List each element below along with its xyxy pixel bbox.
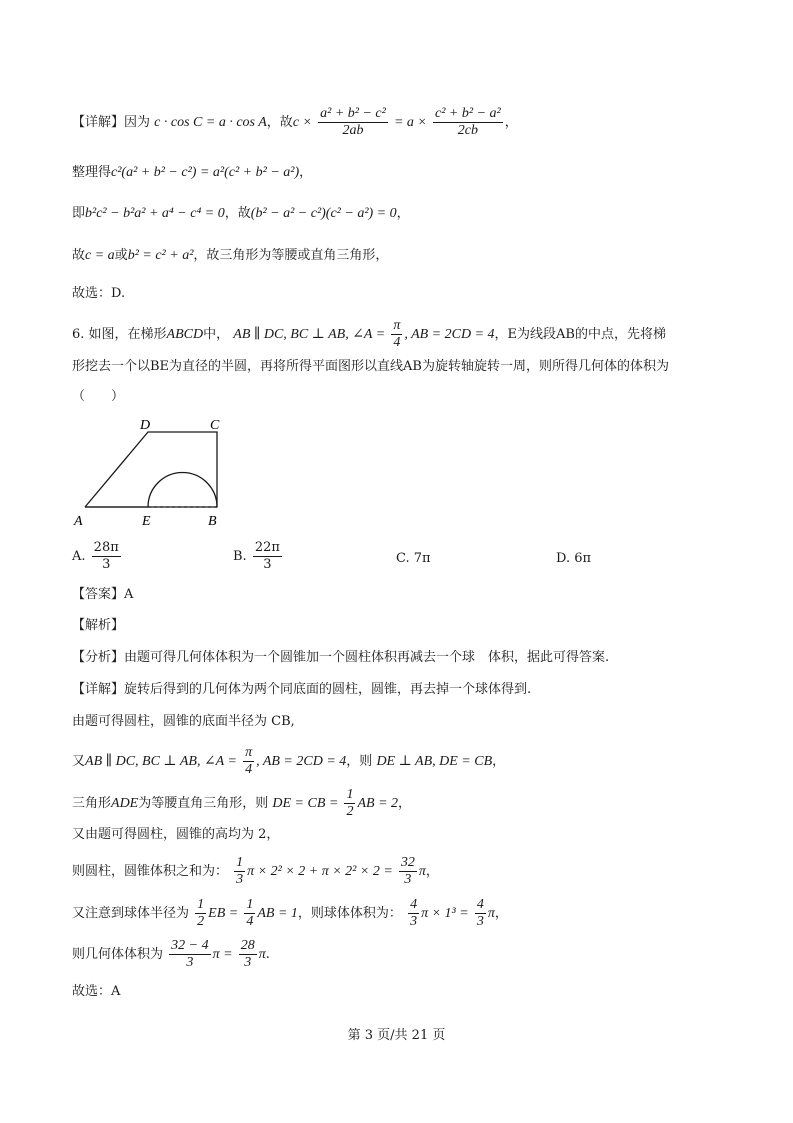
fraction: $\frac{28}{3}$ [240, 938, 255, 970]
label-c: C [210, 418, 220, 433]
fraction: $\frac{\text{c² + b² − a²}}{2cb}$ [435, 106, 501, 138]
reasoning-line-1: 由题可得圆柱，圆锥的底面半径为 CB, [72, 714, 295, 729]
reasoning-line-3: 三角形ADE为等腰直角三角形，则 DE = CB = $\frac{1}{2}$ AB = 2， [72, 787, 412, 819]
fraction: $\frac{32}{3}$ [400, 855, 415, 887]
solution-line-3: 即b²c² − b²a² + a⁴ − c⁴ = 0，故(b² − a² − c²)(c² − a²) = 0， [72, 206, 410, 221]
solution-line-2: 整理得c²(a² + b² − c²) = a²(c² + b² − a²)， [72, 165, 313, 180]
solution-line-1: 【详解】因为 c · cos C = a · cos A，故c × $\frac{\text{a² + b² − c²}}{2ab}$ = a × $\frac{\text{c² + b² − a²}}{2cb}$ ， [72, 106, 518, 138]
analysis-line: 【分析】由题可得几何体体积为一个圆锥加一个圆柱体积再减去一个球 体积，据此可得答案. [72, 650, 610, 665]
label-a: A [74, 514, 83, 529]
reasoning-line-7: 则几何体体积为 $\frac{32 - 4}{3}$ π = $\frac{28}{3}$ π. [72, 938, 270, 970]
answer-line: 【答案】A [72, 587, 134, 602]
trapezoid-figure [60, 410, 240, 535]
label-e: E [142, 514, 151, 529]
fraction: $\frac{1}{4}$ [246, 897, 254, 929]
reasoning-line-2: 又AB ∥ DC, BC ⊥ AB, ∠A = $\frac{\pi}{4}$ , AB = 2CD = 4，则 DE ⊥ AB, DE = CB， [72, 745, 506, 777]
option-c[interactable]: C. 7π [396, 551, 431, 566]
reasoning-line-6: 又注意到球体半径为 $\frac{1}{2}$ EB = $\frac{1}{4}$ AB = 1，则球体体积为： $\frac{4}{3}$ π × 1³ = $\frac{4}{3}$ π， [72, 897, 508, 929]
fraction: $\frac{32 - 4}{3}$ [171, 938, 209, 970]
trapezoid-outline [85, 432, 217, 507]
final-choice: 故选：A [72, 984, 121, 999]
semicircle [148, 473, 217, 507]
option-b[interactable]: B. $\frac{22\pi}{3}$ [233, 540, 280, 572]
solution-line-4: 故c = a或b² = c² + a²，故三角形为等腰或直角三角形， [72, 248, 389, 263]
detail-tag: 【详解】 [72, 115, 125, 130]
choice-line: 故选：D. [72, 286, 126, 301]
detail-line: 【详解】旋转后得到的几何体为两个同底面的圆柱，圆锥，再去掉一个球体得到. [72, 682, 532, 697]
label-d: D [140, 418, 151, 433]
fraction: $\frac{1}{2}$ [346, 787, 354, 819]
question-6-line-1: 6. 如图，在梯形ABCD中， AB ∥ DC, BC ⊥ AB, ∠A = $\frac{\pi}{4}$ , AB = 2CD = 4，E为线段AB的中点，先将梯 [72, 318, 666, 350]
option-d[interactable]: D. 6π [556, 551, 592, 566]
reasoning-line-4: 又由题可得圆柱，圆锥的高均为 2， [72, 827, 280, 842]
fraction: $\frac{1}{3}$ [236, 855, 244, 887]
label-b: B [208, 514, 217, 529]
fraction: $\frac{\pi}{4}$ [393, 318, 401, 350]
question-6-line-3: （ ） [72, 389, 125, 404]
question-6-line-2: 形挖去一个以BE为直径的半圆，再将所得平面图形以直线AB为旋转轴旋转一周，则所得几何体的体积为 [72, 359, 669, 374]
fraction: $\frac{4}{3}$ [476, 897, 484, 929]
option-a[interactable]: A. $\frac{28\pi}{3}$ [72, 540, 119, 572]
fraction: $\frac{28\pi}{3}$ [93, 540, 119, 572]
reasoning-line-5: 则圆柱，圆锥体积之和为： $\frac{1}{3}$ π × 2² × 2 + π × 2² × 2 = $\frac{32}{3}$ π， [72, 855, 439, 887]
fraction: $\frac{4}{3}$ [410, 897, 418, 929]
page-footer: 第 3 页/共 21 页 [347, 1028, 446, 1043]
fraction: $\frac{1}{2}$ [197, 897, 205, 929]
analysis-heading: 【解析】 [72, 618, 125, 633]
fraction: $\frac{22\pi}{3}$ [254, 540, 280, 572]
fraction: $\frac{\pi}{4}$ [245, 745, 253, 777]
fraction: $\frac{\text{a² + b² − c²}}{2ab}$ [320, 106, 386, 138]
